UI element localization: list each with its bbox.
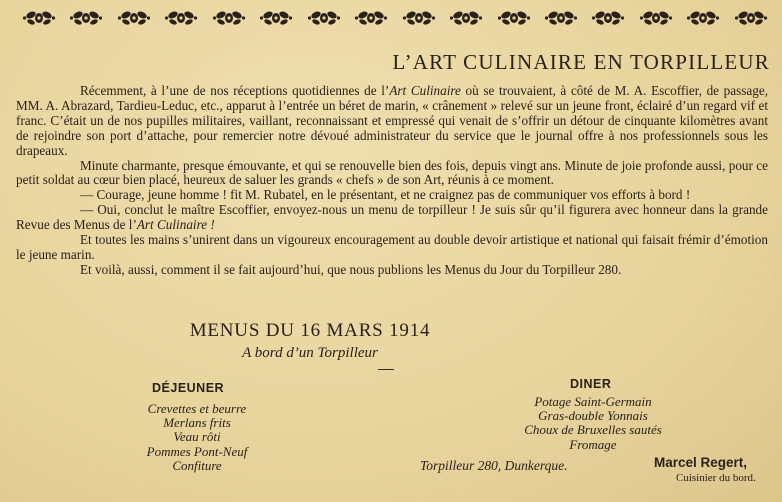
floral-ornament-icon (117, 8, 151, 28)
diner-menu (488, 395, 698, 452)
paragraph-4 (16, 203, 768, 233)
paragraph-1-text-b: où se trouvaient, à côté de M. A. Escoffier, de passage, MM. A. Abrazard, Tardieu-Leduc, etc., apparut à l’entrée un béret de marin, « crânement » relevé sur un jeune front, éclairé d’un regard vif et franc. C’était un de nos pupilles militaires, vaillant, reconnaissant et empressé qui venait de s’offrir un détour de cinquante kilomètres avant de rejoindre son port d’attache, pour remercier notre dévoué administrateur du service que le journal offre à nos professionnels sous les drapeaux. (16, 83, 768, 158)
paragraph-5: Et toutes les mains s’unirent dans un vigoureux encouragement au double devoir artistique et national qui faisait frémir d’émotion le jeune marin. (16, 232, 768, 262)
floral-ornament-icon (69, 8, 103, 28)
floral-border (22, 6, 768, 30)
article-headline: L’ART CULINAIRE EN TORPILLEUR (392, 50, 770, 74)
floral-ornament-icon (354, 8, 388, 28)
paragraph-2: Minute charmante, presque émouvante, et qui se renouvelle bien des fois, depuis vingt ans. Minute de joie profonde aussi, pour ce petit soldat au cœur bien placé, heureux de saluer les grands « chefs » de son Art, réunis à ce moment. (16, 157, 768, 188)
paragraph-4-text: — Oui, conclut le maître Escoffier, envoyez-nous un menu de torpilleur ! Je suis sûr qu’il figurera avec honneur dans la grande Revue des Menus de l’ (16, 202, 768, 233)
menu-item: Gras-double Yonnais (538, 408, 648, 424)
dejeuner-heading: DÉJEUNER (152, 381, 225, 395)
divider-rule (378, 369, 394, 370)
paragraph-1-text-a: Récemment, à l’une de nos réceptions quotidiennes de l’ (80, 83, 390, 98)
floral-ornament-icon (164, 8, 198, 28)
floral-ornament-icon (307, 8, 341, 28)
menu-item: Confiture (172, 457, 222, 473)
floral-ornament-icon (212, 8, 246, 28)
menu-item: Potage Saint-Germain (534, 394, 652, 409)
floral-ornament-icon (639, 8, 673, 28)
menu-item: Crevettes et beurre (147, 401, 247, 416)
paragraph-1 (16, 84, 768, 159)
floral-ornament-icon (22, 8, 56, 28)
dejeuner-menu (104, 402, 290, 473)
floral-ornament-icon (402, 8, 436, 28)
floral-ornament-icon (449, 8, 483, 28)
menus-subtitle: A bord d’un Torpilleur (242, 345, 378, 361)
paragraph-4-emphasis: Art Culinaire ! (136, 217, 215, 233)
signoff-name: Marcel Regert, (654, 455, 748, 470)
floral-ornament-icon (686, 8, 720, 28)
paragraph-6: Et voilà, aussi, comment il se fait aujourd’hui, que nous publions les Menus du Jour du Torpilleur 280. (80, 261, 622, 277)
menus-title: MENUS DU 16 MARS 1914 (189, 320, 431, 341)
menu-item: Veau rôti (173, 429, 221, 445)
menu-item: Choux de Bruxelles sautés (524, 422, 662, 438)
menu-item: Fromage (569, 436, 617, 452)
signoff-role: Cuisinier du bord. (676, 472, 756, 484)
menu-item: Merlans frits (163, 415, 231, 431)
paragraph-1-emphasis: Art Culinaire (389, 83, 461, 98)
menu-item: Pommes Pont-Neuf (146, 443, 248, 459)
diner-heading: DINER (570, 377, 612, 391)
floral-ornament-icon (591, 8, 625, 28)
signoff-place: Torpilleur 280, Dunkerque. (420, 458, 568, 473)
article-body (16, 84, 768, 278)
floral-ornament-icon (259, 8, 293, 28)
floral-ornament-icon (544, 8, 578, 28)
floral-ornament-icon (734, 8, 768, 28)
paragraph-3: — Courage, jeune homme ! fit M. Rubatel, en le présentant, et ne craignez pas de communiquer vos efforts à bord ! (80, 187, 691, 203)
floral-ornament-icon (497, 8, 531, 28)
